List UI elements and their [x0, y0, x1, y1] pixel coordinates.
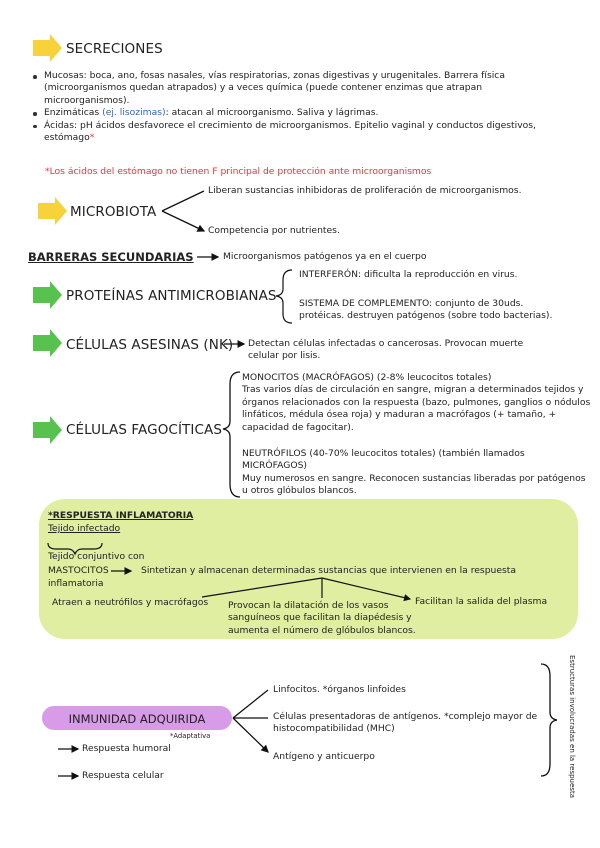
branch-lines: [162, 191, 204, 231]
interferon-text: INTERFERÓN: dificulta la reproducción en virus.: [299, 269, 518, 280]
inflamatoria-title: *RESPUESTA INFLAMATORIA: [48, 510, 194, 521]
section-title-nk: CÉLULAS ASESINAS (NK): [66, 337, 234, 353]
barreras-desc: Microorganismos patógenos ya en el cuerpo: [223, 251, 427, 262]
nk-desc: Detectan células infectadas o cancerosas. Provocan muerte celular por lisis.: [248, 338, 524, 362]
adquirida-item-2: Células presentadoras de antígenos. *complejo mayor de histocompatibilidad (MHC): [273, 711, 538, 735]
neutrofilos-title: NEUTRÓFILOS (40-70% leucocitos totales) (también llamados MICRÓFAGOS): [242, 448, 525, 472]
provocan-text: Provocan la dilatación de los vasos sanguíneos que facilitan la diapédesis y aumenta el número de glóbulos blancos.: [228, 600, 416, 636]
curly-brace: [276, 270, 292, 323]
adaptativa-label: *Adaptativa: [170, 732, 211, 740]
inflamatoria-word: inflamatoria: [48, 578, 104, 589]
yellow-arrow-icon: [33, 34, 62, 62]
green-arrow-icon: [33, 329, 62, 357]
asterisk-mark: *: [89, 132, 95, 144]
complemento-text: SISTEMA DE COMPLEMENTO: conjunto de 30uds. protéicas. destruyen patógenos (sobre todo bacterias).: [299, 298, 553, 322]
adquirida-title: INMUNIDAD ADQUIRIDA: [68, 712, 206, 726]
section-title-fagociticas: CÉLULAS FAGOCÍTICAS: [66, 422, 222, 438]
respuesta-celular: Respuesta celular: [82, 770, 164, 781]
list-item: [30, 120, 550, 145]
microbiota-item-2: Competencia por nutrientes.: [208, 225, 340, 236]
secreciones-list: [30, 70, 550, 144]
list-item: [30, 70, 550, 107]
side-label: Estructuras involucradas en la respuesta: [568, 655, 576, 798]
side-label-wrap: [567, 655, 576, 805]
monocitos-desc: Tras varios días de circulación en sangre, migran a determinados tejidos y órganos relacionados con la respuesta (bazo, pulmones, ganglios o nódulos linfáticos, médula ósea roja) y maduran a macrófagos (+ tamaño, + capacidad de fagocitar).: [242, 384, 591, 433]
section-title-proteinas: PROTEÍNAS ANTIMICROBIANAS: [66, 288, 277, 304]
acid-note: *Los ácidos del estómago no tienen F principal de protección ante microorganismos: [45, 166, 432, 177]
curly-brace: [223, 372, 240, 497]
microbiota-item-1: Liberan sustancias inhibidoras de proliferación de microorganismos.: [208, 185, 522, 196]
branch-lines: [233, 690, 268, 752]
list-item: [30, 107, 550, 119]
sintetizan-text: Sintetizan y almacenan determinadas sustancias que intervienen en la respuesta: [141, 565, 517, 576]
enzimaticas-text: Enzimáticas: [44, 107, 103, 119]
monocitos-title: MONOCITOS (MACRÓFAGOS) (2-8% leucocitos totales): [242, 372, 492, 383]
section-title-microbiota: MICROBIOTA: [70, 204, 157, 220]
section-title-barreras: BARRERAS SECUNDARIAS: [28, 250, 194, 264]
facilitan-text: Facilitan la salida del plasma: [415, 596, 548, 607]
adquirida-item-1: Linfocitos. *órganos linfoides: [273, 684, 406, 695]
green-arrow-icon: [33, 281, 62, 309]
lisozimas-link: (ej. lisozimas): [102, 107, 166, 119]
tejido-conjuntivo: Tejido conjuntivo con: [48, 551, 145, 562]
atraen-text: Atraen a neutrófilos y macrófagos: [52, 597, 209, 608]
adquirida-item-3: Antígeno y anticuerpo: [273, 751, 375, 762]
acidas-text: Ácidas: pH ácidos desfavorece el crecimiento de microorganismos. Epitelio vaginal y conductos digestivos, estómago: [44, 119, 536, 144]
fagociticas-details: [242, 372, 592, 498]
mastocitos: MASTOCITOS: [48, 565, 109, 576]
respuesta-humoral: Respuesta humoral: [82, 743, 171, 754]
neutrofilos-desc: Muy numerosos en sangre. Reconocen sustancias liberadas por patógenos u otros glóbulos blancos.: [242, 472, 586, 497]
mucosas-text: Mucosas: boca, ano, fosas nasales, vías respiratorias, zonas digestivas y urugenitales. Barrera física (microorganismos quedan atrapados) y a veces química (puede contener enzimas que atrapan microorganismos).: [44, 70, 505, 106]
green-arrow-icon: [33, 416, 62, 444]
section-title-secreciones: SECRECIONES: [66, 41, 163, 57]
enzimaticas-desc: : atacan al microorganismo. Saliva y lágrimas.: [165, 107, 379, 119]
yellow-arrow-icon: [38, 197, 67, 225]
tejido-infectado: Tejido infectado: [48, 523, 121, 534]
